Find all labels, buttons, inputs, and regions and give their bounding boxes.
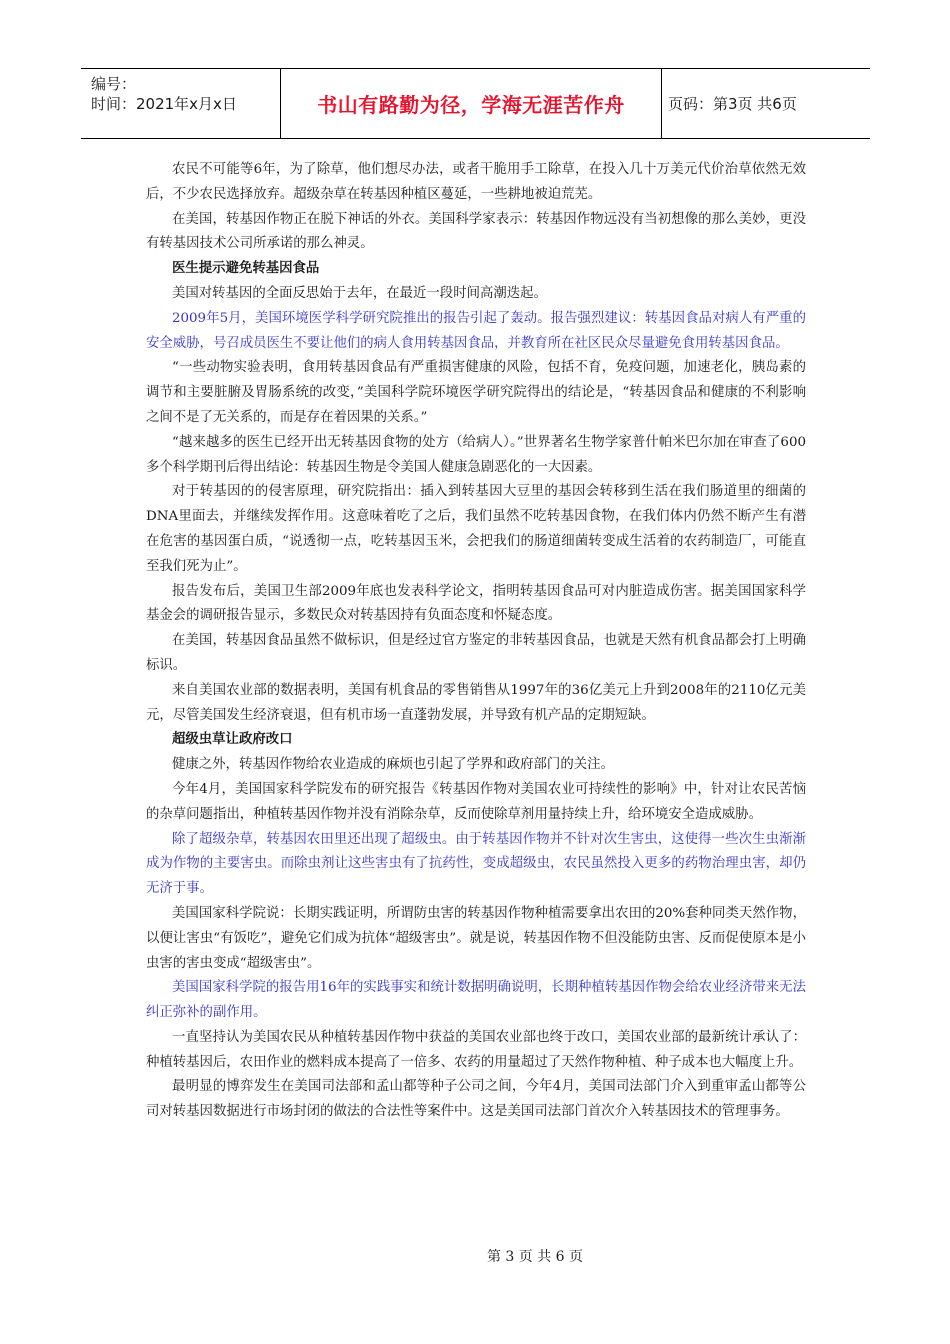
footer-page-number: 第 3 页 共 6 页 [486,1249,584,1265]
paragraph: 最明显的博弈发生在美国司法部和孟山都等种子公司之间，今年4月，美国司法部门介入到重审孟山都等公司对转基因数据进行市场封闭的做法的合法性等案件中。这是美国司法部门首次介入转基因技术的管理事务。 [146,1079,806,1120]
paragraph: 一直坚持认为美国农民从种植转基因作物中获益的美国农业部也终于改口，美国农业部的最新统计承认了：种植转基因后，农田作业的燃料成本提高了一倍多、农药的用量超过了天然作物种植、种子成本也大幅度上升。 [146,1029,806,1070]
motto-text: 书山有路勤为径，学海无涯苦作舟 [317,93,625,117]
header-motto-cell [280,69,662,138]
paragraph: “越来越多的医生已经开出无转基因食物的处方（给病人）。”世界著名生物学家普什帕米巴尔加在审查了600多个科学期刊后得出结论：转基因生物是令美国人健康急剧恶化的一大因素。 [146,434,806,475]
highlighted-paragraph: 美国国家科学院的报告用16年的实践事实和统计数据明确说明，长期种植转基因作物会给农业经济带来无法纠正弥补的副作用。 [146,980,806,1021]
document-body [146,158,806,1125]
highlighted-paragraph: 2009年5月，美国环境医学科学研究院推出的报告引起了轰动。报告强烈建议：转基因食品对病人有严重的安全威胁，号召成员医生不要让他们的病人食用转基因食品，并教育所在社区民众尽量避免食用转基因食品。 [146,310,806,351]
paragraph: 美国对转基因的全面反思始于去年，在最近一段时间高潮迭起。 [172,285,547,301]
page-footer [0,1246,950,1266]
paragraph: “一些动物实验表明，食用转基因食品有严重损害健康的风险，包括不育，免疫问题，加速老化，胰岛素的调节和主要脏腑及胃肠系统的改变，”美国科学院环境医学研究院得出的结论是，“转基因食品和健康的不利影响之间不是了无关系的，而是存在着因果的关系。” [146,360,806,425]
time-label: 时间：2021年x月x日 [91,95,237,113]
page-header [81,68,870,139]
paragraph: 在美国，转基因食品虽然不做标识，但是经过官方鉴定的非转基因食品，也就是天然有机食品都会打上明确标识。 [146,633,806,673]
paragraph: 来自美国农业部的数据表明，美国有机食品的零售销售从1997年的36亿美元上升到2008年的2110亿元美元，尽管美国发生经济衰退，但有机市场一直蓬勃发展，并导致有机产品的定期短缺。 [146,682,806,723]
paragraph: 农民不可能等6年，为了除草，他们想尽办法，或者干脆用手工除草，在投入几十万美元代价治草依然无效后，不少农民选择放弃。超级杂草在转基因种植区蔓延，一些耕地被迫荒芜。 [146,162,806,202]
paragraph: 在美国，转基因作物正在脱下神话的外衣。美国科学家表示：转基因作物远没有当初想像的那么美妙，更没有转基因技术公司所承诺的那么神灵。 [146,211,806,252]
number-label: 编号： [91,75,137,93]
paragraph: 对于转基因的的侵害原理，研究院指出：插入到转基因大豆里的基因会转移到生活在我们肠道里的细菌的DNA里面去，并继续发挥作用。这意味着吃了之后，我们虽然不吃转基因食物，在我们体内仍然不断产生有潜在危害的基因蛋白质，“说透彻一点，吃转基因玉米，会把我们的肠道细菌转变成生活着的农药制造厂，可能直至我们死为止”。 [146,484,806,574]
header-page-info: 页码：第3页 共6页 [668,95,797,113]
paragraph: 美国国家科学院说：长期实践证明，所谓防虫害的转基因作物种植需要拿出农田的20%套种同类天然作物，以便让害虫“有饭吃”，避免它们成为抗体“超级害虫”。就是说，转基因作物不但没能防虫害、反而促使原本是小虫害的害虫变成“超级害虫”。 [146,905,806,971]
highlighted-paragraph: 除了超级杂草，转基因农田里还出现了超级虫。由于转基因作物并不针对次生害虫，这使得一些次生虫渐渐成为作物的主要害虫。而除虫剂让这些害虫有了抗药性，变成超级虫，农民虽然投入更多的药物治理虫害，却仍无济于事。 [146,831,806,897]
header-meta [81,69,280,138]
paragraph: 报告发布后，美国卫生部2009年底也发表科学论文，指明转基因食品可对内脏造成伤害。据美国国家科学基金会的调研报告显示，多数民众对转基因持有负面态度和怀疑态度。 [146,583,806,624]
paragraph: 今年4月，美国国家科学院发布的研究报告《转基因作物对美国农业可持续性的影响》中，针对让农民苦恼的杂草问题指出，种植转基因作物并没有消除杂草，反而使除草剂用量持续上升，给环境安全造成威胁。 [146,781,806,822]
paragraph: 健康之外，转基因作物给农业造成的麻烦也引起了学界和政府部门的关注。 [172,757,614,773]
section-heading: 超级虫草让政府改口 [172,732,293,748]
section-heading: 医生提示避免转基因食品 [172,261,320,277]
